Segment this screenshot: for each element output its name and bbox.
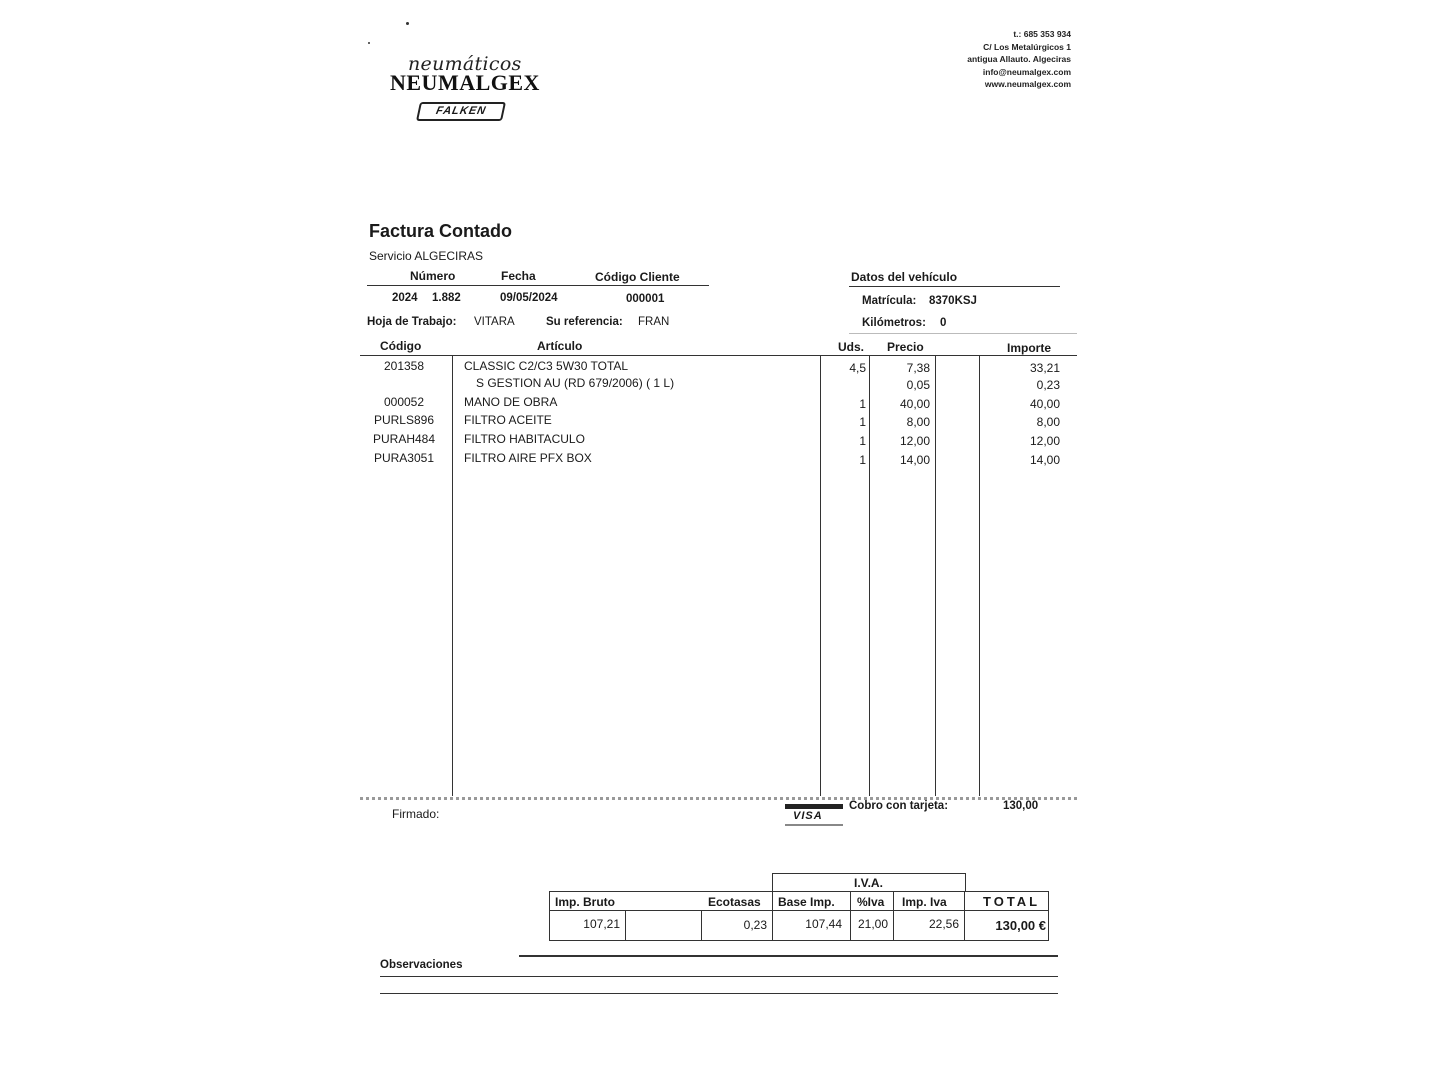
- vehicle-header: Datos del vehículo: [851, 270, 958, 284]
- cell-uds: 1: [859, 453, 866, 467]
- col-precio: Precio: [887, 340, 924, 354]
- vehicle-divider: [849, 286, 1060, 287]
- cell-importe: 12,00: [1029, 434, 1060, 448]
- imp-bruto-value: 107,21: [583, 917, 620, 931]
- invoice-date: 09/05/2024: [500, 292, 558, 304]
- firmado-label: Firmado:: [392, 807, 440, 821]
- fecha-header: Fecha: [501, 269, 536, 283]
- totals-divider: [549, 910, 1048, 911]
- totals-col-line: [850, 891, 851, 940]
- ecotasas-label: Ecotasas: [708, 895, 761, 909]
- hoja-trabajo-value: VITARA: [474, 316, 515, 328]
- cell-importe: 40,00: [1029, 397, 1060, 411]
- totals-col-line: [701, 911, 702, 940]
- falken-logo: FALKEN: [416, 102, 506, 121]
- ecotasas-value: 0,23: [743, 918, 767, 932]
- logo-script: neumáticos: [408, 53, 522, 75]
- cell-articulo: CLASSIC C2/C3 5W30 TOTAL: [464, 359, 629, 373]
- contact-phone: t.: 685 353 934: [1013, 29, 1071, 39]
- table-col-line: [979, 356, 980, 796]
- cell-articulo: MANO DE OBRA: [464, 395, 558, 409]
- visa-card-icon: [785, 804, 843, 828]
- client-code: 000001: [626, 293, 665, 305]
- col-importe: Importe: [1007, 341, 1052, 355]
- total-value: 130,00 €: [995, 918, 1046, 933]
- cell-uds: 1: [859, 415, 866, 429]
- cobro-tarjeta-label: Cobro con tarjeta:: [849, 800, 949, 812]
- table-col-line: [452, 356, 453, 796]
- observaciones-label: Observaciones: [380, 959, 463, 971]
- contact-email: info@neumalgex.com: [982, 66, 1071, 77]
- table-col-line: [935, 356, 936, 796]
- total-label: TOTAL: [983, 894, 1041, 909]
- table-header-line: [360, 355, 1077, 356]
- observaciones-line: [380, 993, 1058, 994]
- cell-codigo: 201358: [383, 359, 425, 373]
- cell-importe: 0,23: [1036, 378, 1060, 392]
- cell-codigo: PURLS896: [373, 413, 435, 427]
- cell-codigo: PURAH484: [372, 432, 436, 446]
- cell-precio: 7,38: [906, 361, 930, 375]
- cell-precio: 40,00: [899, 397, 930, 411]
- totals-col-line: [772, 891, 773, 940]
- visa-logo-text: VISA: [793, 810, 823, 822]
- base-imp-value: 107,44: [805, 917, 842, 931]
- table-col-line: [869, 356, 870, 796]
- imp-bruto-label: Imp. Bruto: [555, 895, 615, 909]
- cell-articulo: FILTRO AIRE PFX BOX: [464, 451, 592, 465]
- base-imp-label: Base Imp.: [778, 895, 835, 909]
- cell-importe: 14,00: [1029, 453, 1060, 467]
- col-articulo: Artículo: [537, 339, 583, 353]
- service-location: Servicio ALGECIRAS: [369, 249, 484, 263]
- totals-col-line: [893, 891, 894, 940]
- contact-website: www.neumalgex.com: [984, 79, 1071, 90]
- kilometros-label: Kilómetros:: [862, 317, 926, 329]
- company-contact: [967, 28, 1071, 91]
- cell-articulo: FILTRO ACEITE: [464, 413, 552, 427]
- company-logo: NEUMALGEX: [390, 70, 540, 95]
- cell-precio: 0,05: [906, 378, 930, 392]
- table-bottom-line: [360, 797, 1077, 800]
- col-uds: Uds.: [838, 340, 865, 354]
- numero-header: Número: [410, 269, 456, 283]
- invoice-year: 2024: [392, 292, 418, 304]
- iva-header: I.V.A.: [854, 876, 883, 890]
- invoice-title: Factura Contado: [369, 221, 513, 241]
- cell-codigo: 000052: [383, 395, 425, 409]
- matricula-value: 8370KSJ: [929, 295, 977, 307]
- scan-speck: [368, 42, 370, 44]
- contact-location: antigua Allauto. Algeciras: [967, 54, 1071, 65]
- codigo-cliente-header: Código Cliente: [595, 270, 680, 284]
- cell-precio: 14,00: [899, 453, 930, 467]
- totals-col-line: [964, 891, 965, 940]
- cell-uds: 1: [859, 397, 866, 411]
- invoice-number: 1.882: [432, 292, 461, 304]
- scan-speck: [406, 22, 409, 25]
- hoja-trabajo-label: Hoja de Trabajo:: [367, 316, 457, 328]
- contact-address: C/ Los Metalúrgicos 1: [983, 41, 1071, 52]
- imp-iva-label: Imp. Iva: [902, 895, 947, 909]
- pct-iva-value: 21,00: [857, 917, 888, 931]
- imp-iva-value: 22,56: [928, 917, 959, 931]
- cell-uds: 1: [859, 434, 866, 448]
- totals-col-line: [625, 911, 626, 940]
- cell-articulo: FILTRO HABITACULO: [464, 432, 585, 446]
- su-referencia-value: FRAN: [638, 316, 670, 328]
- header-divider: [367, 285, 709, 286]
- pct-iva-label: %Iva: [857, 895, 885, 909]
- kilometros-value: 0: [940, 317, 947, 329]
- su-referencia-label: Su referencia:: [546, 316, 623, 328]
- cell-articulo: S GESTION AU (RD 679/2006) ( 1 L): [476, 376, 675, 390]
- vehicle-bottom-divider: [849, 333, 1077, 334]
- observaciones-line: [380, 976, 1058, 977]
- table-col-line: [820, 356, 821, 796]
- col-codigo: Código: [380, 339, 422, 353]
- cell-importe: 8,00: [1036, 415, 1060, 429]
- cell-codigo: PURA3051: [373, 451, 435, 465]
- cell-importe: 33,21: [1029, 361, 1060, 375]
- cell-uds: 4,5: [849, 361, 866, 375]
- observaciones-line: [519, 955, 1058, 957]
- cell-precio: 8,00: [906, 415, 930, 429]
- matricula-label: Matrícula:: [862, 295, 917, 307]
- cell-precio: 12,00: [899, 434, 930, 448]
- cobro-tarjeta-value: 130,00: [1003, 800, 1039, 812]
